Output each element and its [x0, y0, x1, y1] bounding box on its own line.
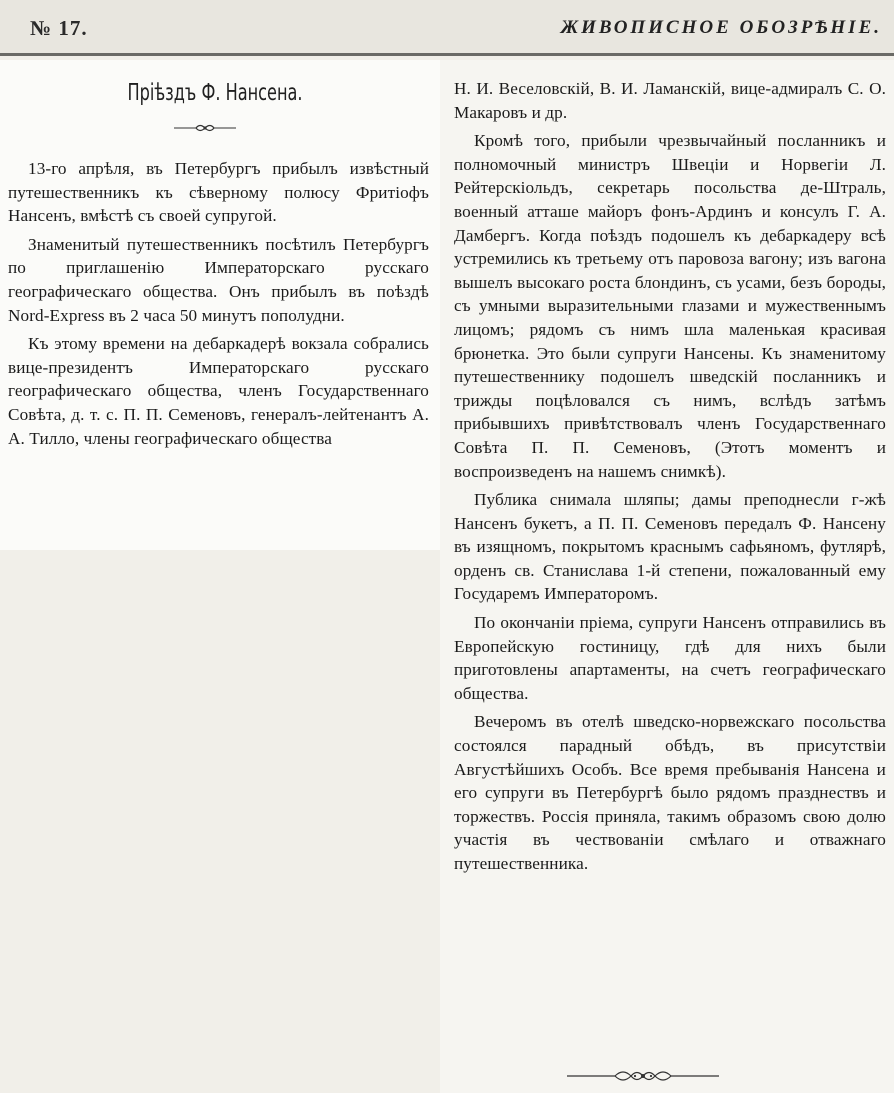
paragraph: Кромѣ того, прибыли чрезвычайный посланникъ и полномочный министръ Швеціи и Норвегіи Л. Рейтерскіольдъ, секретарь посольства де-Штраль, военный атташе майоръ фонъ-Ардинъ и консулъ Г. А. Дамбергъ. Когда поѣздъ подошелъ къ дебаркадеру всѣ устремились къ третьему отъ паровоза вагону; изъ вагона вышелъ высокаго роста блондинъ, съ усами, безъ бороды, съ умными выразительными глазами и мужественнымъ лицомъ; рядомъ съ нимъ шла маленькая красивая брюнетка. Это были супруги Нансены. Къ знаменитому путешественнику подошелъ шведскій посланникъ и трижды поцѣловался съ нимъ, вслѣдъ затѣмъ прибывшихъ привѣтствовалъ членъ Государственнаго Совѣта П. П. Семеновъ, (Этотъ моментъ и воспроизведенъ на нашемъ снимкѣ). — [454, 131, 886, 481]
paragraph: 13-го апрѣля, въ Петербургъ прибылъ извѣстный путешественникъ къ сѣверному полюсу Фритіофъ Нансенъ, вмѣстѣ съ своей супругой. — [8, 159, 429, 226]
article-body-left — [8, 157, 429, 455]
paragraph: Къ этому времени на дебаркадерѣ вокзала собрались вице-президентъ Императорскаго русскаго географическаго общества, членъ Государственнаго Совѣта, д. т. с. П. П. Семеновъ, генералъ-лейтенантъ А. А. Тилло, члены географическаго общества — [8, 334, 429, 448]
paragraph: Знаменитый путешественникъ посѣтилъ Петербургъ по приглашенію Императорскаго русскаго географическаго общества. Онъ прибылъ въ поѣздѣ Nord-Express въ 2 часа 50 минутъ пополудни. — [8, 234, 429, 325]
journal-title: ЖИВОПИСНОЕ ОБОЗРѢНІЕ. — [560, 17, 882, 38]
end-ornament-icon — [563, 1065, 723, 1087]
paragraph: По окончаніи пріема, супруги Нансенъ отправились въ Европейскую гостиницу, гдѣ для нихъ были приготовлены апартаменты, на счетъ географическаго общества. — [454, 613, 886, 703]
header-rule — [0, 53, 894, 56]
paragraph: Публика снимала шляпы; дамы преподнесли г-жѣ Нансенъ букетъ, а П. П. Семеновъ передалъ Ф. Нансену въ изящномъ, покрытомъ краснымъ сафьяномъ, футлярѣ, орденъ св. Станислава 1-й степени, пожалованный ему Государемъ Императоромъ. — [454, 490, 886, 604]
article-body-right — [454, 77, 886, 881]
article-title: Пріѣздъ Ф. Нансена. — [127, 80, 303, 106]
page-header — [0, 0, 894, 56]
paragraph: Вечеромъ въ отелѣ шведско-норвежскаго посольства состоялся парадный обѣдъ, въ присутствіи Августѣйшихъ Особъ. Все время пребыванія Нансена и его супруги въ Петербургѣ было рядомъ празднествъ и торжествъ. Россія приняла, такимъ образомъ свою долю участія въ чествованіи смѣлаго и отважнаго путешественника. — [454, 712, 886, 873]
title-ornament-icon — [170, 120, 240, 136]
issue-number: № 17. — [30, 16, 88, 40]
paragraph-continuation: Н. И. Веселовскій, В. И. Ламанскій, вице-адмиралъ С. О. Макаровъ и др. — [454, 79, 886, 122]
